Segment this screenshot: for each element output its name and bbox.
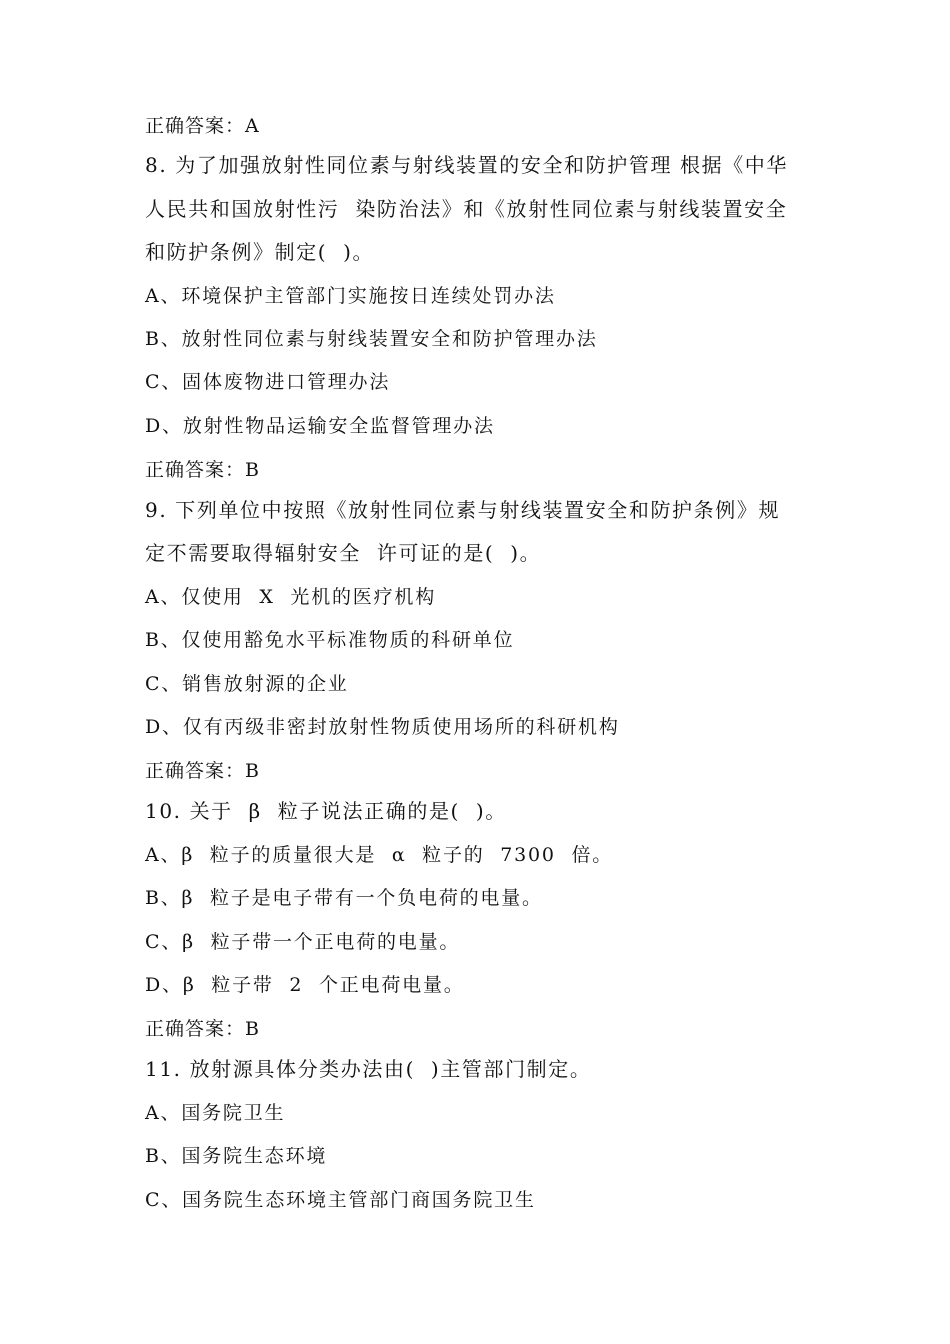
option-line: D、放射性物品运输安全监督管理办法 <box>145 415 495 437</box>
answer-line: 正确答案：B <box>145 1018 260 1040</box>
option-line: A、β 粒子的质量很大是 α 粒子的 7300 倍。 <box>145 844 614 866</box>
question-8-line-1: 8. 为了加强放射性同位素与射线装置的安全和防护管理 根据《中华 <box>145 153 788 177</box>
answer-line: 正确答案：B <box>145 760 260 782</box>
option-line: A、国务院卫生 <box>145 1102 286 1124</box>
question-9-line-2: 定不需要取得辐射安全 许可证的是( )。 <box>145 541 542 565</box>
option-line: C、β 粒子带一个正电荷的电量。 <box>145 931 461 953</box>
option-line: B、放射性同位素与射线装置安全和防护管理办法 <box>145 328 598 350</box>
option-line: C、固体废物进口管理办法 <box>145 371 391 393</box>
option-line: D、β 粒子带 2 个正电荷电量。 <box>145 974 465 996</box>
option-line: A、环境保护主管部门实施按日连续处罚办法 <box>145 285 556 307</box>
question-10-line-1: 10. 关于 β 粒子说法正确的是( )。 <box>145 799 507 823</box>
question-8-line-2: 人民共和国放射性污 染防治法》和《放射性同位素与射线装置安全 <box>145 197 788 221</box>
question-9-line-1: 9. 下列单位中按照《放射性同位素与射线装置安全和防护条例》规 <box>145 498 781 522</box>
option-line: B、国务院生态环境 <box>145 1145 328 1167</box>
answer-line: 正确答案：A <box>145 115 260 137</box>
option-line: C、销售放射源的企业 <box>145 673 349 695</box>
option-line: B、β 粒子是电子带有一个负电荷的电量。 <box>145 887 543 909</box>
option-line: C、国务院生态环境主管部门商国务院卫生 <box>145 1189 536 1211</box>
question-8-line-3: 和防护条例》制定( )。 <box>145 240 375 264</box>
question-11-line-1: 11. 放射源具体分类办法由( )主管部门制定。 <box>145 1057 592 1081</box>
answer-line: 正确答案：B <box>145 459 260 481</box>
option-line: D、仅有丙级非密封放射性物质使用场所的科研机构 <box>145 716 620 738</box>
option-line: B、仅使用豁免水平标准物质的科研单位 <box>145 629 515 651</box>
option-line: A、仅使用 X 光机的医疗机构 <box>145 586 437 608</box>
